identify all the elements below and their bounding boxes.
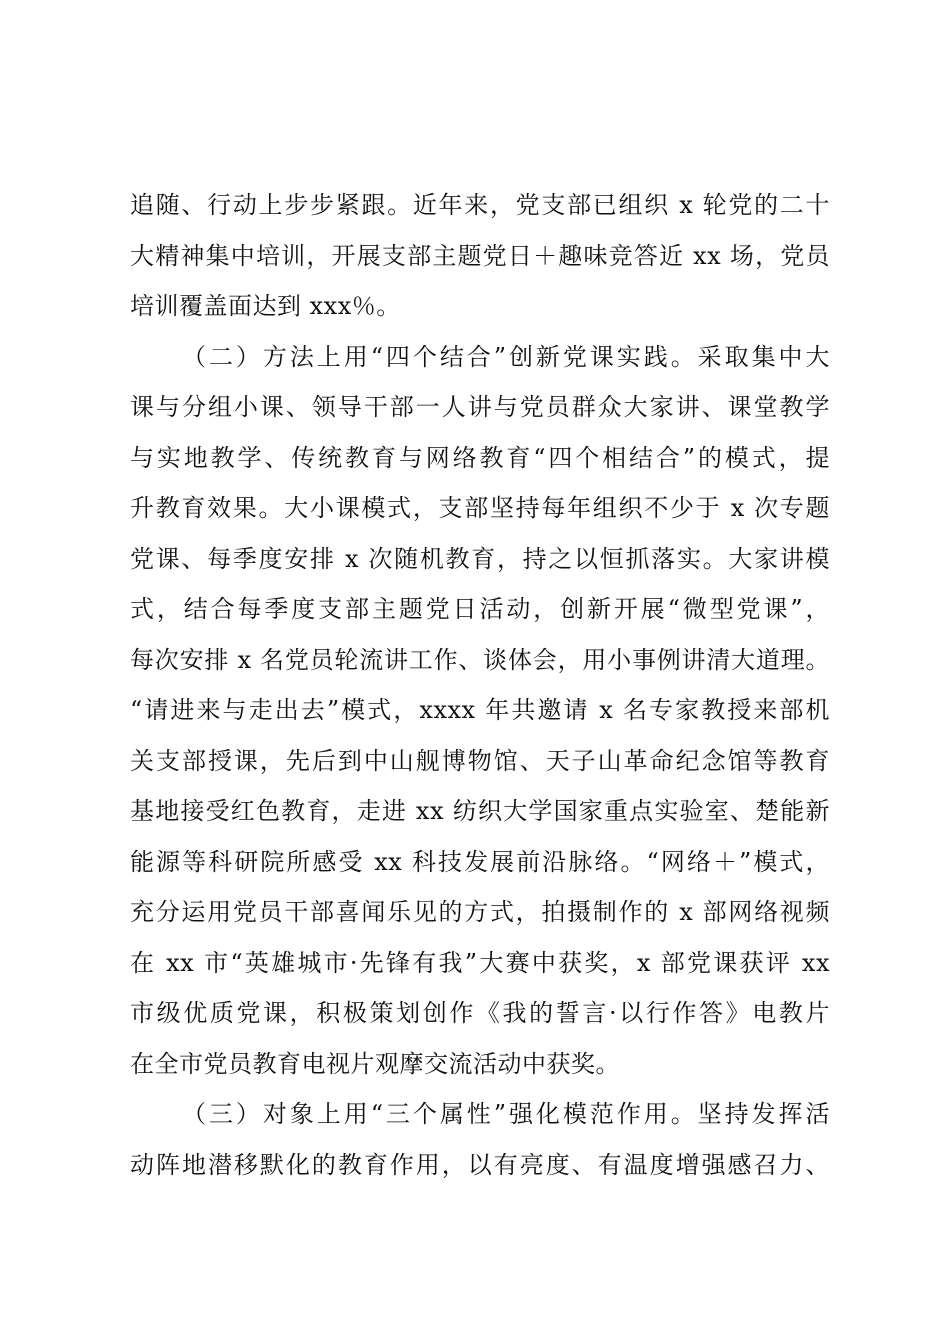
text-line: 市级优质党课，积极策划创作《我的誓言·以行作答》电教片 bbox=[130, 999, 830, 1027]
text-line: 在 xx 市“英雄城市·先锋有我”大赛中获奖，x 部党课获评 xx bbox=[130, 948, 830, 977]
text-line: 大精神集中培训，开展支部主题党日＋趣味竞答近 xx 场，党员 bbox=[130, 241, 830, 270]
text-line: 与实地教学、传统教育与网络教育“四个相结合”的模式，提 bbox=[130, 443, 830, 472]
text-line: 党课、每季度安排 x 次随机教育，持之以恒抓落实。大家讲模 bbox=[130, 544, 830, 573]
text-line: 充分运用党员干部喜闻乐见的方式，拍摄制作的 x 部网络视频 bbox=[130, 898, 830, 926]
text-line: 在全市党员教育电视片观摩交流活动中获奖。 bbox=[130, 1049, 620, 1078]
text-line: “请进来与走出去”模式，xxxx 年共邀请 x 名专家教授来部机 bbox=[130, 696, 830, 724]
text-line: （三）对象上用“三个属性”强化模范作用。坚持发挥活 bbox=[182, 1100, 830, 1128]
text-line: 式，结合每季度支部主题党日活动，创新开展“微型党课”， bbox=[130, 595, 830, 623]
paragraph-method bbox=[130, 332, 830, 1090]
text-line: 关支部授课，先后到中山舰博物馆、天子山革命纪念馆等教育 bbox=[130, 746, 830, 775]
text-line: 能源等科研院所感受 xx 科技发展前沿脉络。“网络＋”模式， bbox=[130, 847, 830, 876]
paragraph-continued bbox=[130, 180, 830, 332]
text-line: 课与分组小课、领导干部一人讲与党员群众大家讲、课堂教学 bbox=[130, 393, 830, 421]
text-line: 培训覆盖面达到 xxx％。 bbox=[130, 292, 401, 320]
text-line: 升教育效果。大小课模式，支部坚持每年组织不少于 x 次专题 bbox=[130, 494, 830, 522]
text-line: 动阵地潜移默化的教育作用，以有亮度、有温度增强感召力、 bbox=[130, 1150, 830, 1179]
text-line: 每次安排 x 名党员轮流讲工作、谈体会，用小事例讲清大道理。 bbox=[130, 645, 830, 674]
text-line: （二）方法上用“四个结合”创新党课实践。采取集中大 bbox=[182, 342, 830, 371]
paragraph-object bbox=[130, 1089, 830, 1190]
text-line: 追随、行动上步步紧跟。近年来，党支部已组织 x 轮党的二十 bbox=[130, 191, 830, 219]
text-line: 基地接受红色教育，走进 xx 纺织大学国家重点实验室、楚能新 bbox=[130, 797, 830, 825]
document-body bbox=[130, 180, 830, 1190]
